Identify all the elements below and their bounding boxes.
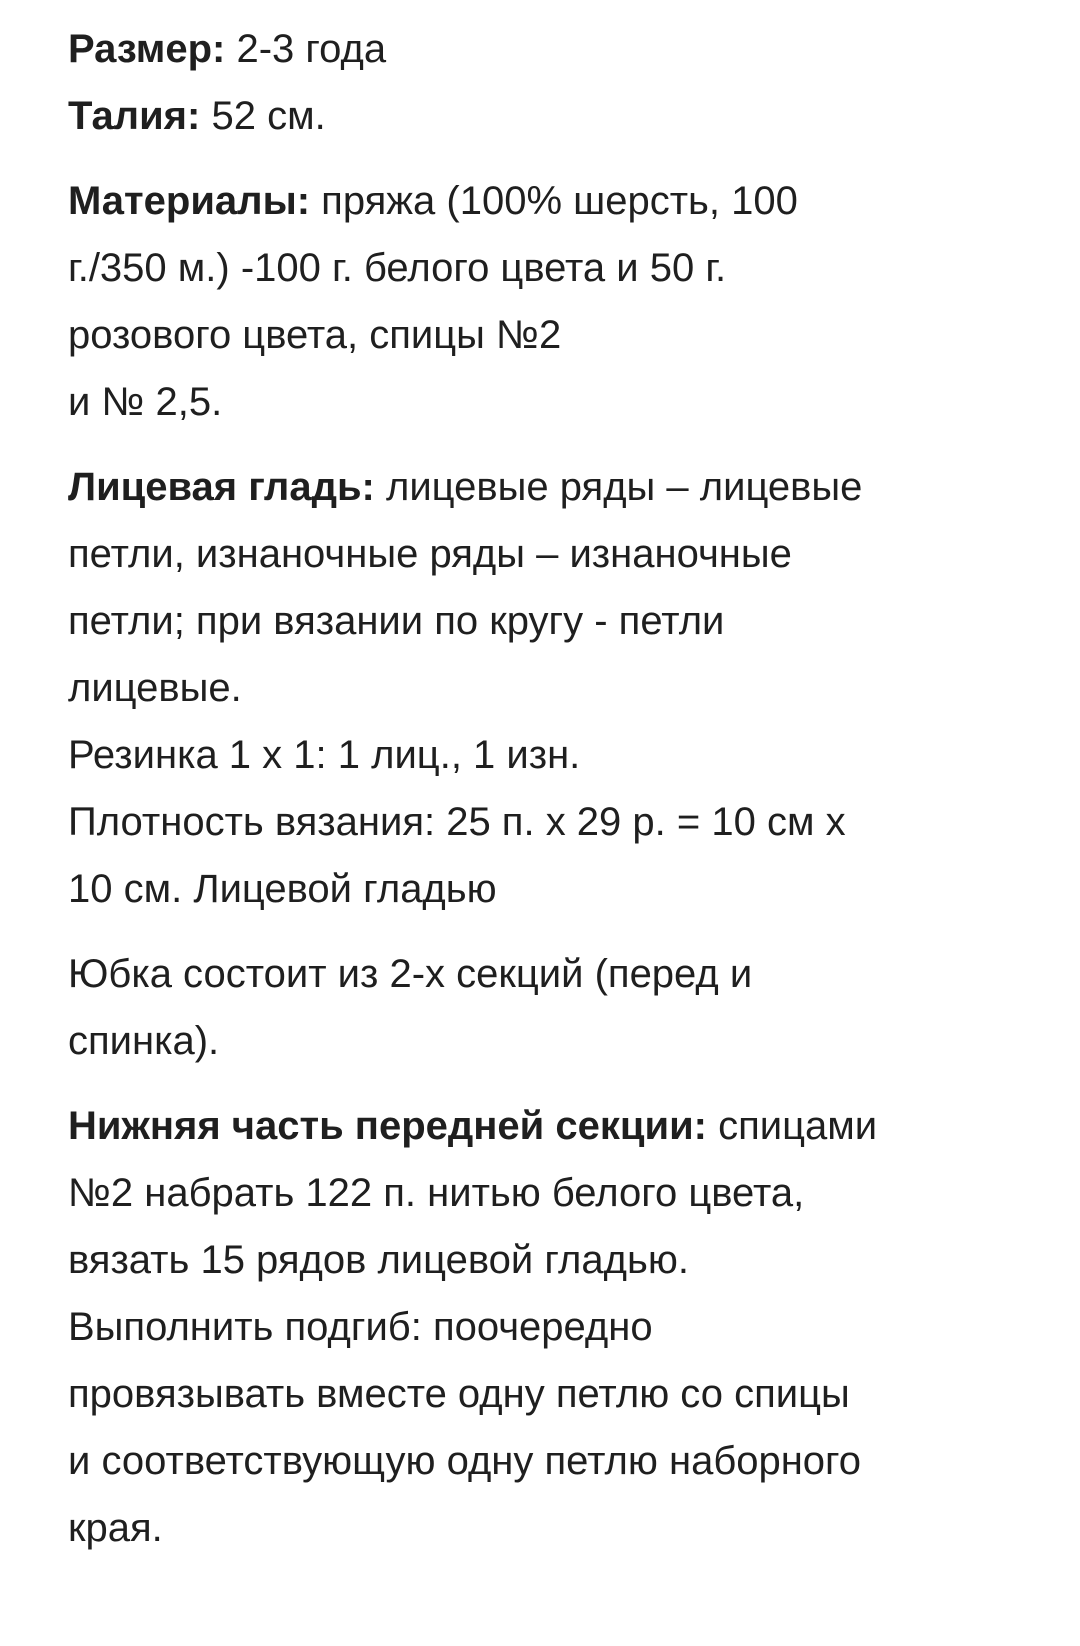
gauge-line: Плотность вязания: 25 п. х 29 р. = 10 см х [68, 800, 846, 844]
lower-front-line: и соответствующую одну петлю наборного [68, 1439, 862, 1483]
lower-front-text: спицами [706, 1104, 878, 1148]
materials-line: и № 2,5. [68, 380, 223, 424]
materials-line: розового цвета, спицы №2 [68, 313, 562, 357]
lower-front-line: провязывать вместе одну петлю со спицы [68, 1372, 850, 1416]
materials-paragraph [68, 168, 1040, 436]
lower-front-line: Выполнить подгиб: поочередно [68, 1305, 653, 1349]
skirt-paragraph [68, 941, 1040, 1075]
stockinette-text: лицевые ряды – лицевые [374, 465, 863, 509]
waist-paragraph [68, 83, 1040, 150]
stockinette-label: Лицевая гладь: [68, 465, 375, 509]
materials-line: г./350 м.) -100 г. белого цвета и 50 г. [68, 246, 727, 290]
stockinette-line: лицевые. [68, 666, 242, 710]
stockinette-line: петли; при вязании по кругу - петли [68, 599, 725, 643]
lower-front-line: края. [68, 1506, 163, 1550]
lower-front-label: Нижняя часть передней секции: [68, 1104, 707, 1148]
stockinette-paragraph [68, 454, 1040, 923]
stockinette-line [68, 454, 1040, 521]
skirt-line: спинка). [68, 1019, 220, 1063]
skirt-line: Юбка состоит из 2-х секций (перед и [68, 952, 753, 996]
rib-line: Резинка 1 х 1: 1 лиц., 1 изн. [68, 733, 581, 777]
waist-label: Талия: [68, 94, 201, 138]
waist-value: 52 см. [200, 94, 326, 138]
materials-line [68, 168, 1040, 235]
lower-front-line: №2 набрать 122 п. нитью белого цвета, [68, 1171, 805, 1215]
size-line [68, 16, 1040, 83]
lower-front-line: вязать 15 рядов лицевой гладью. [68, 1238, 689, 1282]
stockinette-line: петли, изнаночные ряды – изнаночные [68, 532, 792, 576]
waist-line [68, 83, 1040, 150]
size-value: 2-3 года [225, 27, 387, 71]
materials-text: пряжа (100% шерсть, 100 [310, 179, 798, 223]
size-label: Размер: [68, 27, 226, 71]
lower-front-paragraph [68, 1093, 1040, 1562]
materials-label: Материалы: [68, 179, 311, 223]
lower-front-line [68, 1093, 1040, 1160]
size-paragraph [68, 16, 1040, 83]
gauge-line: 10 см. Лицевой гладью [68, 867, 497, 911]
